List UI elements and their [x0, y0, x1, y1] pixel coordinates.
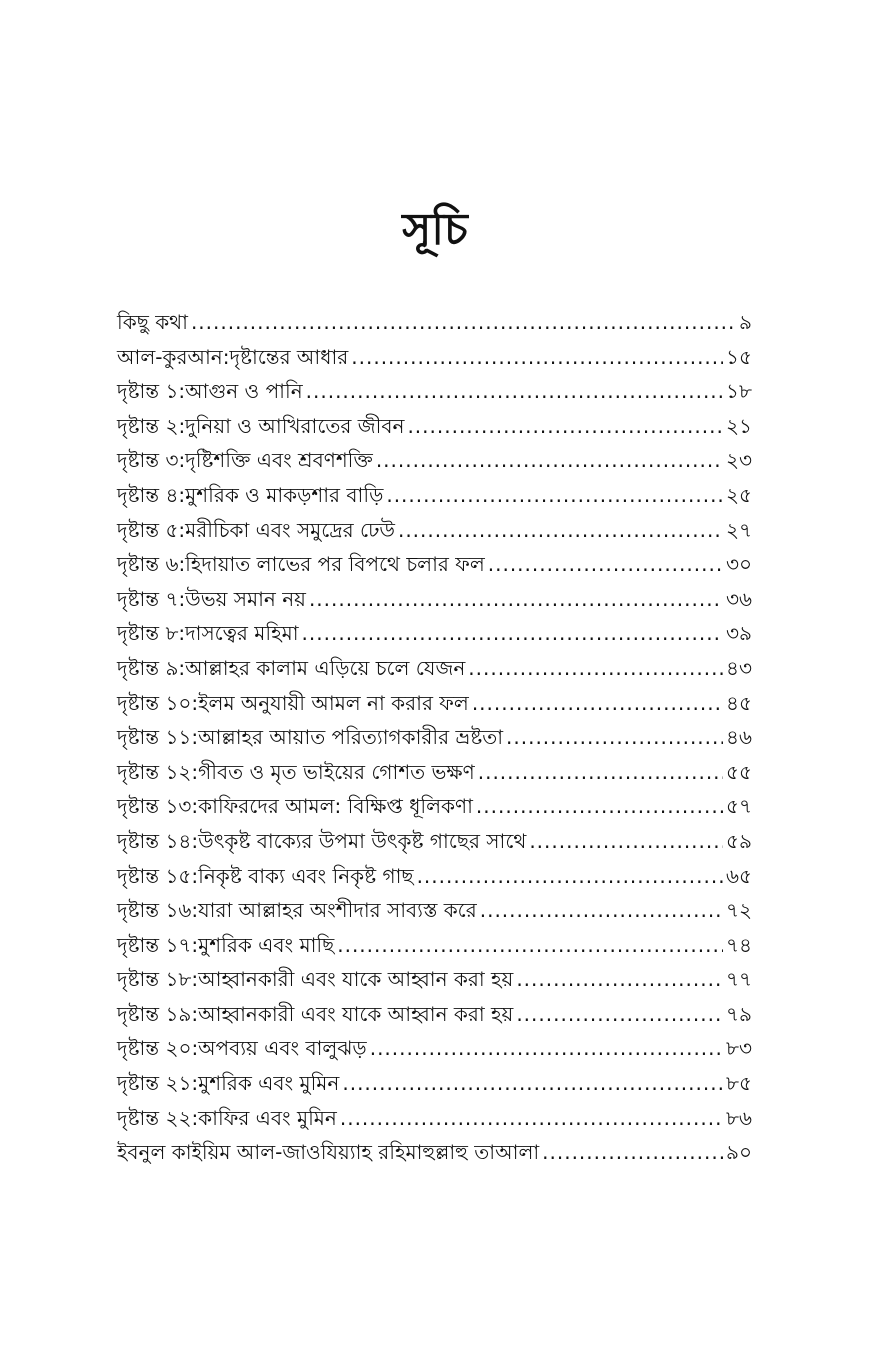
toc-entry — [117, 1031, 752, 1066]
dot-leader — [516, 997, 723, 1032]
toc-entry-title: দৃষ্টান্ত ৭:উভয় সমান নয় — [117, 586, 306, 611]
dot-leader — [542, 1135, 723, 1170]
toc-entry — [117, 928, 752, 963]
dot-leader — [342, 1066, 723, 1101]
toc-entry-title: দৃষ্টান্ত ১০:ইলম অনুযায়ী আমল না করার ফল — [117, 690, 469, 715]
toc-entry-page-number: ২৩ — [725, 448, 752, 473]
toc-entry — [117, 720, 752, 755]
toc-entry-page-number: ২৫ — [726, 482, 752, 507]
toc-entry-page-number: ৬৫ — [726, 863, 752, 888]
toc-entry-title: দৃষ্টান্ত ২০:অপব্যয় এবং বালুঝড় — [117, 1036, 367, 1061]
toc-entry-title: ইবনুল কাইয়িম আল-জাওযিয়্যাহ রহিমাহুল্লাহু তাআলা — [117, 1140, 540, 1165]
toc-entry — [117, 755, 752, 790]
toc-entry — [117, 1066, 752, 1101]
dot-leader — [340, 1101, 723, 1136]
toc-entry — [117, 789, 752, 824]
toc-entry — [117, 582, 752, 617]
toc-entry-title: দৃষ্টান্ত ২২:কাফির এবং মুমিন — [117, 1105, 337, 1130]
toc-entry-title: দৃষ্টান্ত ১৯:আহ্বানকারী এবং যাকে আহ্বান করা হয় — [117, 1001, 514, 1026]
toc-entry — [117, 616, 752, 651]
toc-entry — [117, 824, 752, 859]
toc-entry — [117, 997, 752, 1032]
dot-leader — [480, 893, 723, 928]
dot-leader — [351, 340, 723, 375]
toc-entry-title: দৃষ্টান্ত ১:আগুন ও পানি — [117, 379, 303, 404]
toc-entry-page-number: ৩৬ — [725, 586, 752, 611]
dot-leader — [191, 305, 736, 340]
dot-leader — [476, 789, 723, 824]
toc-entry-page-number: ৫৭ — [726, 794, 752, 819]
toc-entry — [117, 686, 752, 721]
toc-entry-title: দৃষ্টান্ত ১৩:কাফিরদের আমল: বিক্ষিপ্ত ধূলিকণা — [117, 794, 473, 819]
toc-entry-page-number: ৮৫ — [726, 1071, 752, 1096]
toc-entry-page-number: ৭২ — [725, 898, 752, 923]
dot-leader — [516, 962, 723, 997]
toc-entry-title: দৃষ্টান্ত ২:দুনিয়া ও আখিরাতের জীবন — [117, 413, 405, 438]
toc-entry-title: দৃষ্টান্ত ৪:মুশরিক ও মাকড়শার বাড়ি — [117, 482, 384, 507]
dot-leader — [302, 616, 723, 651]
toc-entry-page-number: ১৮ — [726, 379, 752, 404]
toc-entry — [117, 547, 752, 582]
toc-entry — [117, 409, 752, 444]
toc-entry-page-number: ৭৭ — [725, 967, 752, 992]
toc-entry — [117, 513, 752, 548]
dot-leader — [337, 928, 723, 963]
toc-entry — [117, 305, 752, 340]
toc-entry — [117, 859, 752, 894]
toc-entry-page-number: ৪৩ — [726, 655, 752, 680]
toc-entry-page-number: ৭৪ — [726, 932, 752, 957]
toc-entry — [117, 1101, 752, 1136]
toc-entry-title: দৃষ্টান্ত ১৮:আহ্বানকারী এবং যাকে আহ্বান করা হয় — [117, 967, 514, 992]
dot-leader — [306, 374, 723, 409]
toc-entry — [117, 893, 752, 928]
dot-leader — [472, 686, 723, 721]
dot-leader — [417, 859, 723, 894]
toc-entry-title: দৃষ্টান্ত ১৬:যারা আল্লাহর অংশীদার সাব্যস্ত করে — [117, 898, 477, 923]
toc-entry — [117, 374, 752, 409]
toc-entry-title: দৃষ্টান্ত ১৭:মুশরিক এবং মাছি — [117, 932, 335, 957]
toc-entry-title: কিছু কথা — [117, 310, 188, 334]
table-of-contents — [117, 305, 752, 1170]
dot-leader — [529, 824, 723, 859]
toc-entry-title: দৃষ্টান্ত ১৪:উৎকৃষ্ট বাক্যের উপমা উৎকৃষ্ট গাছের সাথে — [117, 828, 527, 853]
toc-entry-page-number: ৫৫ — [726, 759, 752, 784]
page-title: সূচি — [402, 204, 468, 255]
toc-entry — [117, 340, 752, 375]
dot-leader — [506, 720, 723, 755]
toc-entry-title: আল-কুরআন:দৃষ্টান্তের আধার — [117, 344, 349, 369]
dot-leader — [468, 651, 723, 686]
toc-entry-page-number: ৪৫ — [726, 690, 752, 715]
toc-entry-title: দৃষ্টান্ত ১২:গীবত ও মৃত ভাইয়ের গোশত ভক্ষণ — [117, 759, 475, 784]
dot-leader — [488, 547, 723, 582]
toc-entry-title: দৃষ্টান্ত ৮:দাসত্বের মহিমা — [117, 621, 299, 646]
toc-entry-title: দৃষ্টান্ত ৩:দৃষ্টিশক্তি এবং শ্রবণশক্তি — [117, 448, 373, 473]
toc-entry-page-number: ২১ — [726, 413, 752, 438]
toc-entry-page-number: ৪৬ — [726, 725, 752, 750]
dot-leader — [309, 582, 723, 617]
dot-leader — [386, 478, 723, 513]
dot-leader — [398, 513, 723, 548]
toc-entry-title: দৃষ্টান্ত ৯:আল্লাহর কালাম এড়িয়ে চলে যেজন — [117, 655, 466, 680]
toc-entry — [117, 651, 752, 686]
toc-entry-page-number: ৯০ — [726, 1140, 752, 1165]
toc-entry-title: দৃষ্টান্ত ৬:হিদায়াত লাভের পর বিপথে চলার ফল — [117, 552, 485, 577]
toc-entry-page-number: ৮৬ — [726, 1105, 752, 1130]
toc-entry-page-number: ৫৯ — [726, 828, 752, 853]
toc-entry — [117, 962, 752, 997]
toc-entry — [117, 443, 752, 478]
toc-entry-title: দৃষ্টান্ত ১১:আল্লাহর আয়াত পরিত্যাগকারীর ভ্রষ্টতা — [117, 725, 504, 750]
toc-entry-title: দৃষ্টান্ত ৫:মরীচিকা এবং সমুদ্রের ঢেউ — [117, 517, 395, 542]
toc-entry-title: দৃষ্টান্ত ১৫:নিকৃষ্ট বাক্য এবং নিকৃষ্ট গাছ — [117, 863, 414, 888]
toc-entry — [117, 478, 752, 513]
toc-entry-page-number: ৯ — [739, 310, 752, 334]
toc-entry-page-number: ৩০ — [725, 552, 752, 577]
toc-entry — [117, 1135, 752, 1170]
toc-entry-page-number: ১৫ — [726, 344, 752, 369]
toc-entry-page-number: ২৭ — [725, 517, 752, 542]
toc-entry-title: দৃষ্টান্ত ২১:মুশরিক এবং মুমিন — [117, 1071, 340, 1096]
dot-leader — [376, 443, 723, 478]
toc-entry-page-number: ৩৯ — [726, 621, 752, 646]
toc-entry-page-number: ৭৯ — [726, 1001, 752, 1026]
dot-leader — [407, 409, 723, 444]
toc-entry-page-number: ৮৩ — [726, 1036, 752, 1061]
dot-leader — [370, 1031, 723, 1066]
dot-leader — [478, 755, 723, 790]
